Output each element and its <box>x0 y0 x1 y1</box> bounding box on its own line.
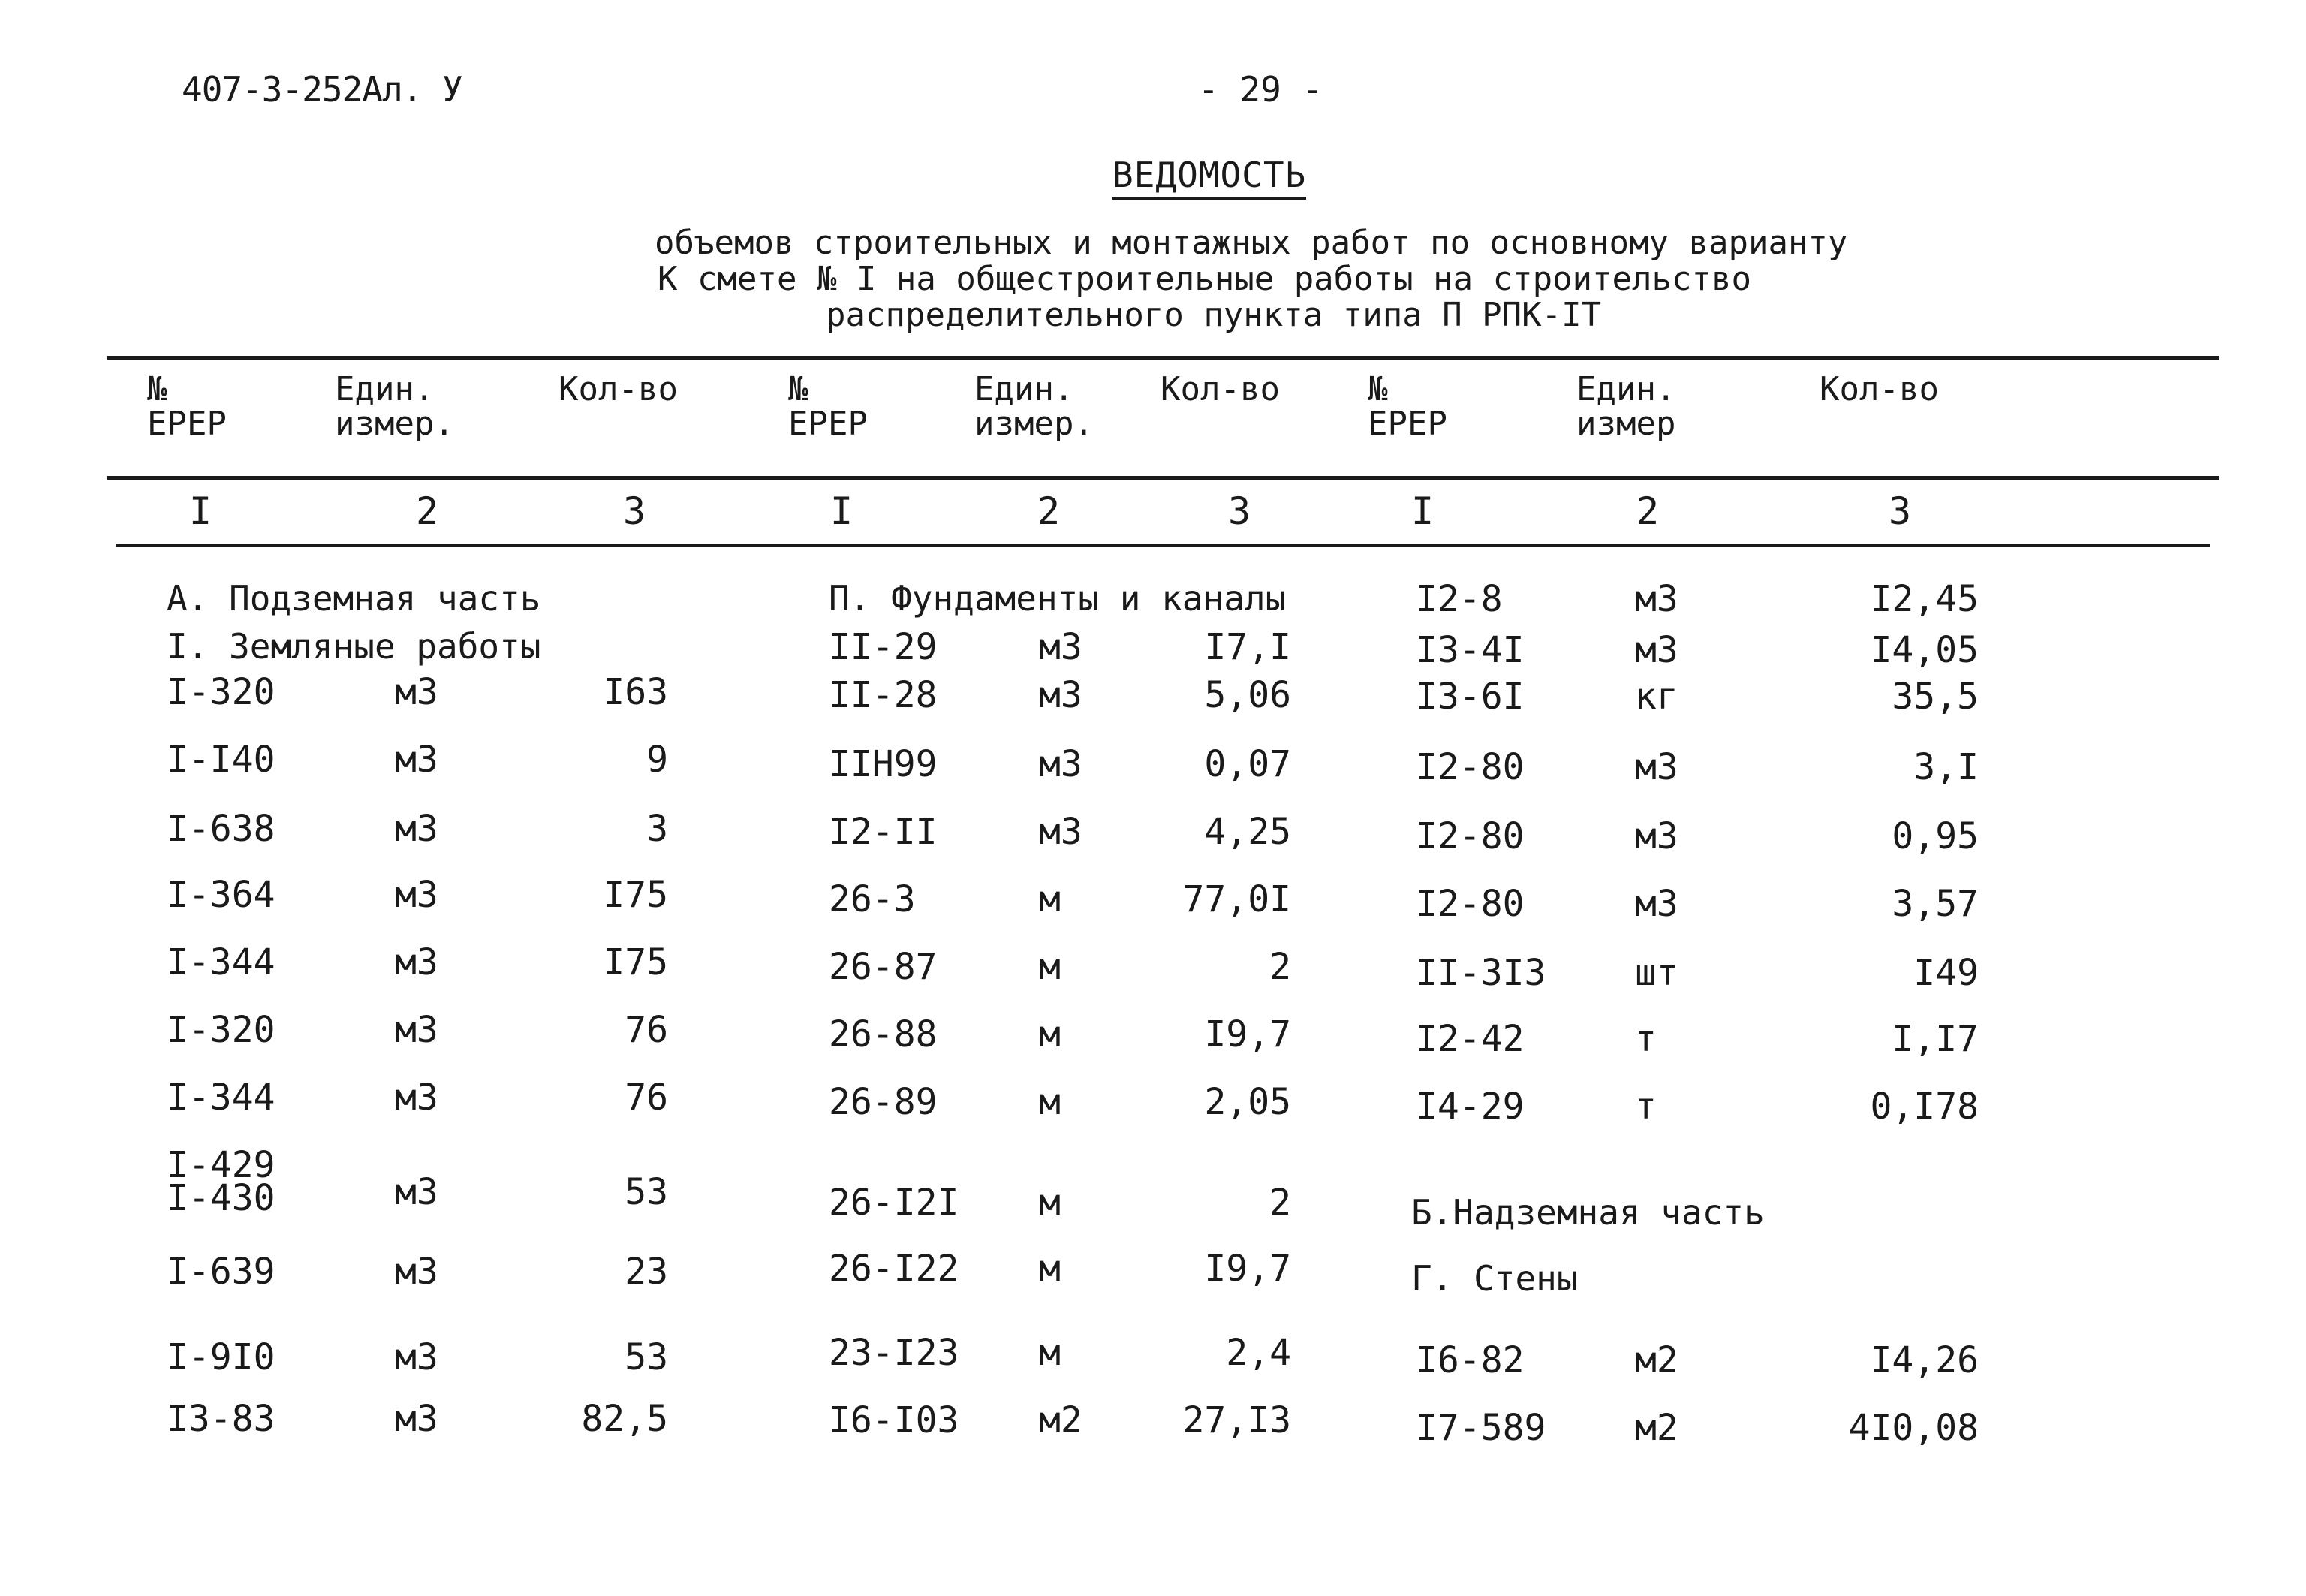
row3-code: I4-29 <box>1416 1086 1525 1128</box>
row3-qty: I4,26 <box>1870 1339 1979 1381</box>
row1-code: I-638 <box>167 808 275 850</box>
row3-code: II-3I3 <box>1416 952 1546 994</box>
row2-code: 26-I2I <box>829 1182 959 1224</box>
row1-unit: м3 <box>395 1251 438 1293</box>
row2-qty: 2,4 <box>1226 1332 1291 1374</box>
row2-unit: м <box>1039 1182 1061 1224</box>
header-qty-g2: Кол-во <box>1161 370 1280 408</box>
row2-unit: м3 <box>1039 626 1082 668</box>
row1-qty: 76 <box>625 1077 668 1119</box>
row3-unit: м3 <box>1635 883 1678 925</box>
row2-qty: 5,06 <box>1204 674 1291 716</box>
row3-unit: кг <box>1635 676 1678 718</box>
row1-qty: 53 <box>625 1336 668 1378</box>
column-number: 2 <box>1636 489 1660 533</box>
header-erep-g1: № ЕРЕР <box>147 370 227 443</box>
row2-qty: 0,07 <box>1204 743 1291 785</box>
row1-qty: I75 <box>603 874 668 916</box>
row3-code: I3-4I <box>1416 629 1525 671</box>
section-underground: А. Подземная часть <box>167 578 541 619</box>
subtitle-line-1: объемов строительных и монтажных работ по основному варианту <box>655 224 1848 262</box>
table-header-rule <box>107 476 2219 480</box>
row3-code: I7-589 <box>1416 1407 1546 1449</box>
row2-unit: м2 <box>1039 1399 1082 1441</box>
row3-unit: т <box>1635 1086 1657 1128</box>
row3-qty: 0,95 <box>1892 815 1979 857</box>
row2-code: I2-II <box>829 811 938 853</box>
row1-unit: м3 <box>395 671 438 713</box>
row3-qty: 3,57 <box>1892 883 1979 925</box>
row1-qty: 76 <box>625 1009 668 1051</box>
row1-unit: м3 <box>395 808 438 850</box>
row2-qty: 2 <box>1269 946 1291 988</box>
row3-code: I2-80 <box>1416 815 1525 857</box>
row1-code: I3-83 <box>167 1398 275 1440</box>
row2-code: IIН99 <box>829 743 938 785</box>
row2-qty: I9,7 <box>1204 1248 1291 1290</box>
subtitle-line-3: распределительного пункта типа П РПК-IТ <box>826 296 1602 334</box>
row3-unit: м2 <box>1635 1339 1678 1381</box>
row2-unit: м <box>1039 1332 1061 1374</box>
row3-qty: 4I0,08 <box>1848 1407 1979 1449</box>
header-qty-g3: Кол-во <box>1820 370 1939 408</box>
row2-code: II-28 <box>829 674 938 716</box>
column-number: 2 <box>416 489 439 533</box>
row1-code: I-639 <box>167 1251 275 1293</box>
column-number: I <box>189 489 212 533</box>
row2-unit: м <box>1039 1013 1061 1055</box>
row1-unit: м3 <box>395 1336 438 1378</box>
row2-code: 26-87 <box>829 946 938 988</box>
row3-code: I2-80 <box>1416 883 1525 925</box>
row2-qty: 77,0I <box>1182 878 1291 920</box>
row3-qty: I4,05 <box>1870 629 1979 671</box>
section-earthworks: I. Земляные работы <box>167 626 541 667</box>
row1-qty: 53 <box>625 1171 668 1213</box>
row1-code: I-320 <box>167 671 275 713</box>
row1-code: I-344 <box>167 941 275 983</box>
row3-qty: I2,45 <box>1870 578 1979 620</box>
row3-code: I2-42 <box>1416 1018 1525 1060</box>
column-number: 3 <box>1228 489 1251 533</box>
row1-unit: м3 <box>395 1077 438 1119</box>
row2-unit: м <box>1039 1248 1061 1290</box>
header-unit-g2: Един. измер. <box>974 370 1094 443</box>
row1-qty: 3 <box>646 808 668 850</box>
row1-qty: 9 <box>646 739 668 781</box>
row1-unit: м3 <box>395 1009 438 1051</box>
row3-unit: м3 <box>1635 815 1678 857</box>
row2-qty: 2,05 <box>1204 1081 1291 1123</box>
row2-qty: 2 <box>1269 1182 1291 1224</box>
page-number: - 29 - <box>1198 69 1323 110</box>
row2-code: II-29 <box>829 626 938 668</box>
row3-qty: 35,5 <box>1892 676 1979 718</box>
header-unit-g3: Един. измер <box>1576 370 1676 443</box>
row1-qty: I63 <box>603 671 668 713</box>
column-number: 3 <box>623 489 646 533</box>
section-foundations: П. Фундаменты и каналы <box>829 578 1287 619</box>
row2-code: 26-89 <box>829 1081 938 1123</box>
table-top-rule <box>107 356 2219 360</box>
row2-qty: 4,25 <box>1204 811 1291 853</box>
row1-code: I-429 I-430 <box>167 1144 275 1219</box>
row2-unit: м3 <box>1039 811 1082 853</box>
row2-code: 26-I22 <box>829 1248 959 1290</box>
header-unit-g1: Един. измер. <box>335 370 454 443</box>
row1-qty: I75 <box>603 941 668 983</box>
document-code: 407-3-252Ал. У <box>182 69 462 110</box>
row2-code: 26-88 <box>829 1013 938 1055</box>
column-number: 2 <box>1037 489 1061 533</box>
row2-unit: м3 <box>1039 743 1082 785</box>
column-number: I <box>830 489 853 533</box>
row3-unit: м3 <box>1635 746 1678 788</box>
header-erep-g3: № ЕРЕР <box>1368 370 1447 443</box>
row2-code: 26-3 <box>829 878 916 920</box>
row2-qty: 27,I3 <box>1182 1399 1291 1441</box>
column-number: I <box>1411 489 1434 533</box>
row1-code: I-I40 <box>167 739 275 781</box>
row3-code: I2-80 <box>1416 746 1525 788</box>
section-aboveground: Б.Надземная часть <box>1411 1192 1765 1233</box>
row3-code: I3-6I <box>1416 676 1525 718</box>
row3-code: I6-82 <box>1416 1339 1525 1381</box>
row3-unit: м2 <box>1635 1407 1678 1449</box>
row3-unit: м3 <box>1635 578 1678 620</box>
row2-unit: м <box>1039 878 1061 920</box>
row3-qty: 3,I <box>1913 746 1979 788</box>
row2-code: I6-I03 <box>829 1399 959 1441</box>
row3-unit: шт <box>1635 952 1678 994</box>
row2-code: 23-I23 <box>829 1332 959 1374</box>
column-number: 3 <box>1889 489 1912 533</box>
row1-qty: 23 <box>625 1251 668 1293</box>
header-erep-g2: № ЕРЕР <box>788 370 868 443</box>
row1-code: I-364 <box>167 874 275 916</box>
row1-code: I-344 <box>167 1077 275 1119</box>
table-number-rule <box>116 544 2210 547</box>
row2-unit: м3 <box>1039 674 1082 716</box>
row3-code: I2-8 <box>1416 578 1503 620</box>
row1-unit: м3 <box>395 874 438 916</box>
row2-unit: м <box>1039 946 1061 988</box>
row2-qty: I7,I <box>1204 626 1291 668</box>
page-title: ВЕДОМОСТЬ <box>1112 155 1306 200</box>
row3-unit: т <box>1635 1018 1657 1060</box>
row3-qty: 0,I78 <box>1870 1086 1979 1128</box>
section-walls: Г. Стены <box>1411 1258 1578 1299</box>
header-qty-g1: Кол-во <box>558 370 678 408</box>
row1-unit: м3 <box>395 739 438 781</box>
row1-unit: м3 <box>395 1171 438 1213</box>
row1-unit: м3 <box>395 1398 438 1440</box>
row3-qty: I49 <box>1913 952 1979 994</box>
row2-qty: I9,7 <box>1204 1013 1291 1055</box>
row1-code: I-320 <box>167 1009 275 1051</box>
subtitle-line-2: К смете № I на общестроительные работы на строительство <box>658 260 1751 298</box>
row1-code: I-9I0 <box>167 1336 275 1378</box>
row1-qty: 82,5 <box>581 1398 668 1440</box>
row3-qty: I,I7 <box>1892 1018 1979 1060</box>
row1-unit: м3 <box>395 941 438 983</box>
row3-unit: м3 <box>1635 629 1678 671</box>
row2-unit: м <box>1039 1081 1061 1123</box>
